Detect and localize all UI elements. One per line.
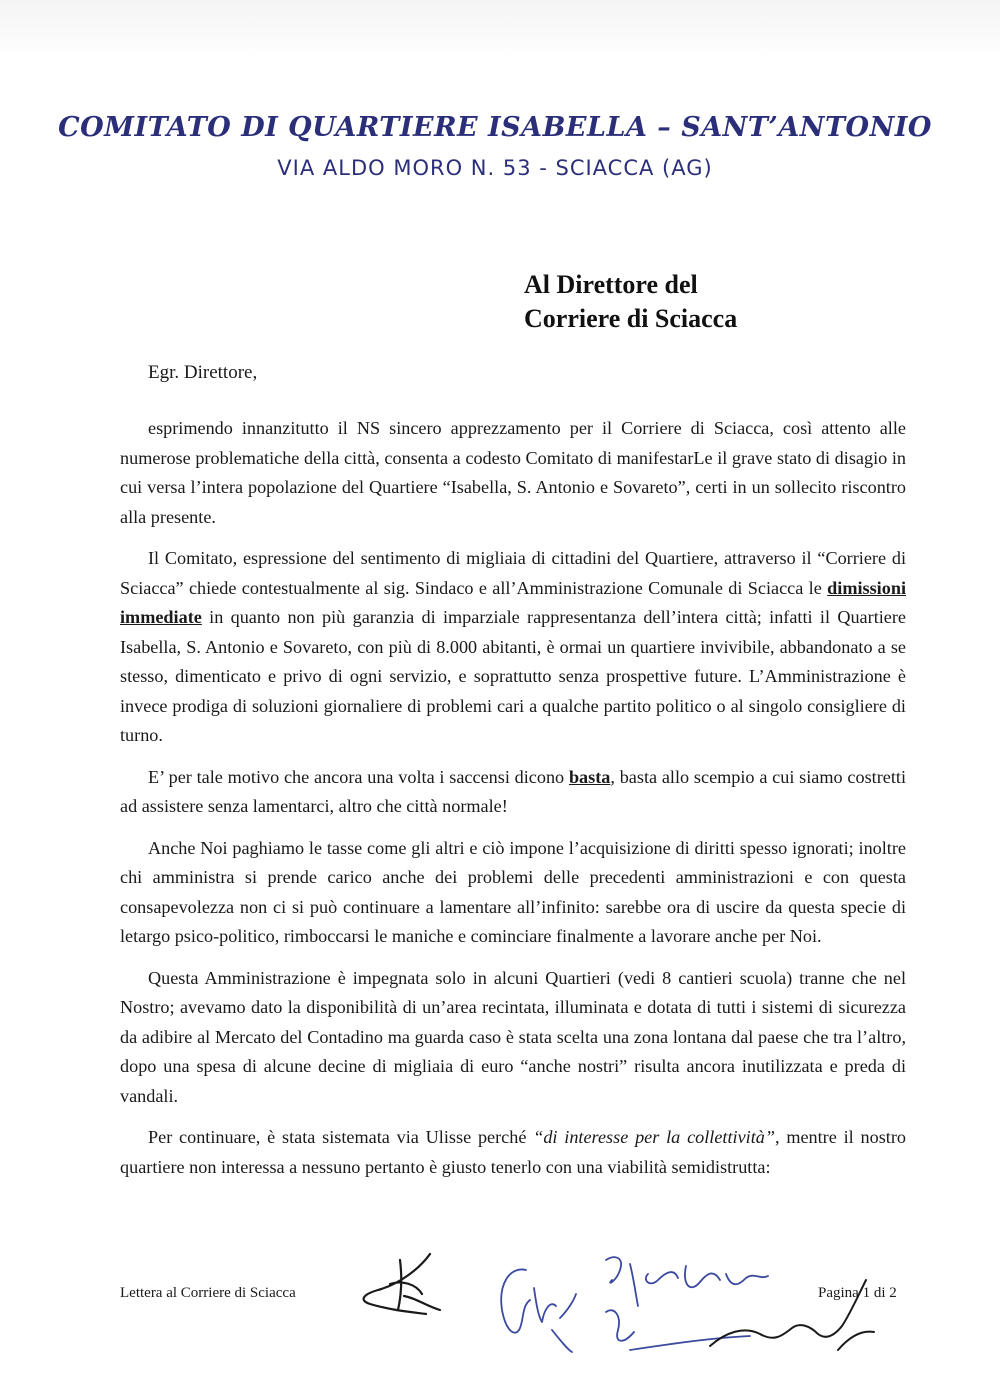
signature-2 (501, 1269, 576, 1352)
paragraph-4: Anche Noi paghiamo le tasse come gli altri e ciò impone l’acquisizione di diritti spesso ignorati; inoltre chi amministra si prende carico anche dei problemi delle precedenti amministrazioni e con questa consapevolezza non ci si può continuare a lamentare all’infinito: sarebbe ora di uscire da questa specie di letargo psico-politico, rimboccarsi le maniche e cominciare finalmente a lavorare anche per Noi. (120, 837, 906, 946)
salutation: Egr. Direttore, (148, 362, 258, 383)
footer-page-number: Pagina 1 di 2 (818, 1285, 897, 1301)
committee-name: COMITATO DI QUARTIERE ISABELLA – SANT’ANTONIO (58, 112, 932, 143)
paragraph-5: Questa Amministrazione è impegnata solo in alcuni Quartieri (vedi 8 cantieri scuola) tranne che nel Nostro; avevamo dato la disponibilità di un’area recintata, illuminata e dotata di tutti i sistemi di sicurezza da adibire al Mercato del Contadino ma guarda caso è stata scelta una zona lontana dal paese che tra l’altro, dopo una spesa di alcune decine di migliaia di euro “anche nostri” risulta ancora inutilizzata e preda di vandali. (120, 967, 906, 1106)
recipient-line-2: Corriere di Sciacca (524, 304, 738, 333)
recipient-block (524, 268, 737, 336)
signature-5 (710, 1280, 874, 1350)
paragraph-6-text-a: Per continuare, è stata sistemata via Ulisse perché (148, 1127, 534, 1147)
paragraph-1: esprimendo innanzitutto il NS sincero apprezzamento per il Corriere di Sciacca, così attento alle numerose problematiche della città, consenta a codesto Comitato di manifestarLe il grave stato di disagio in cui versa l’intera popolazione del Quartiere “Isabella, S. Antonio e Sovareto”, certi in un sollecito riscontro alla presente. (120, 418, 906, 527)
paragraph-3-text-c: , basta allo scempio a cui siamo costretti ad assistere senza lamentarci, altro che città normale! (120, 766, 906, 816)
paragraph-6-text-c: , mentre il nostro quartiere non interessa a nessuno pertanto è giusto tenerlo con una viabilità semidistrutta: (120, 1127, 906, 1177)
highlight-dimissioni: dimissioni immediate (120, 577, 906, 627)
paragraph-6 (120, 1123, 906, 1182)
signature-1 (364, 1254, 440, 1314)
paragraph-2 (120, 544, 906, 751)
paragraph-2-text-a: Il Comitato, espressione del sentimento di migliaia di cittadini del Quartiere, attraverso il “Corriere di Sciacca” chiede contestualmente al sig. Sindaco e all’Amministrazione Comunale di Sciacca le (120, 548, 906, 598)
scan-shadow (0, 0, 1000, 60)
quote-collettivita: “di interesse per la collettività” (533, 1127, 775, 1147)
committee-address: VIA ALDO MORO N. 53 - SCIACCA (AG) (277, 156, 713, 180)
paragraph-3 (120, 763, 906, 822)
highlight-basta: basta (568, 766, 611, 787)
signature-3 (606, 1257, 768, 1306)
paragraph-3-text-a: E’ per tale motivo che ancora una volta i saccensi dicono (148, 766, 569, 787)
signature-4 (606, 1310, 750, 1350)
paragraph-2-text-c: in quanto non più garanzia di imparziale rappresentanza dell’intera città; infatti il Quartiere Isabella, S. Antonio e Sovareto, con più di 8.000 abitanti, è ormai un quartiere invivibile, abbandonato a se stesso, dimenticato e privo di ogni servizio, e soprattutto senza prospettive future. L’Amministrazione è invece prodiga di soluzioni giornaliere di problemi cari a qualche partito politico o al singolo consigliere di turno. (120, 607, 906, 745)
handwritten-signatures (330, 1240, 930, 1360)
footer-document-label: Lettera al Corriere di Sciacca (120, 1285, 296, 1301)
recipient-line-1: Al Direttore del (524, 270, 698, 299)
letter-body (120, 414, 906, 1194)
